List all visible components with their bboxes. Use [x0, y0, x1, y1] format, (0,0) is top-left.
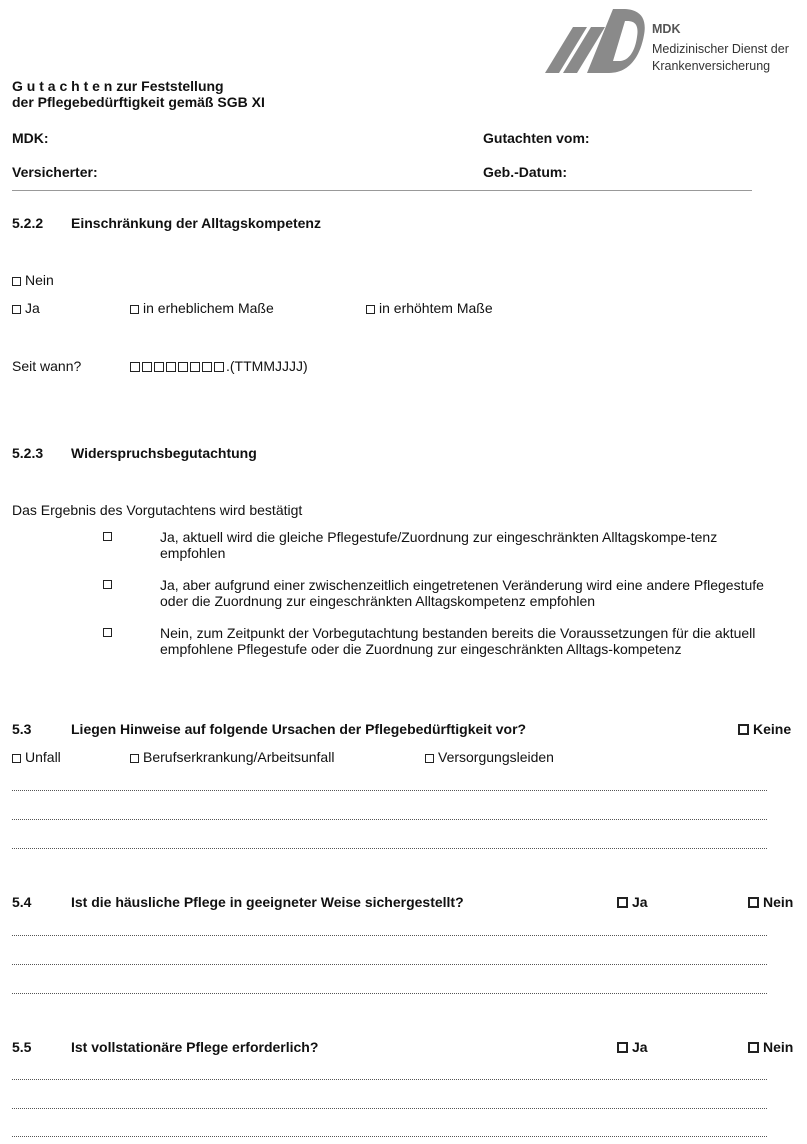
checkbox-erheblich[interactable]: [130, 305, 139, 314]
write-line[interactable]: [12, 964, 767, 965]
option-nein[interactable]: Nein: [12, 272, 54, 288]
checkbox-erhoeht[interactable]: [366, 305, 375, 314]
title-spaced: G u t a c h t e n: [12, 78, 113, 94]
section-55-number: 5.5: [12, 1039, 32, 1055]
mdk-label: MDK:: [12, 130, 49, 146]
logo-line1: Medizinischer Dienst der: [652, 42, 789, 56]
checkbox-55-nein[interactable]: [748, 1042, 759, 1053]
checkbox-ja[interactable]: [12, 305, 21, 314]
write-line[interactable]: [12, 1079, 767, 1080]
header-separator: [12, 190, 752, 191]
option-versorgungsleiden[interactable]: Versorgungsleiden: [425, 749, 554, 765]
checkbox-keine[interactable]: [738, 724, 749, 735]
date-input[interactable]: [130, 358, 308, 374]
option-keine[interactable]: Keine: [738, 721, 791, 737]
option-54-nein[interactable]: Nein: [748, 894, 793, 910]
title-rest: zur Feststellung: [116, 78, 224, 94]
logo-abbr: MDK: [652, 22, 681, 36]
section-523-number: 5.2.3: [12, 445, 44, 461]
section-53-number: 5.3: [12, 721, 32, 737]
checkbox-55-ja[interactable]: [617, 1042, 628, 1053]
write-line[interactable]: [12, 1136, 767, 1137]
date-format-hint: .(TTMMJJJJ): [226, 358, 308, 374]
section-54-title: Ist die häusliche Pflege in geeigneter Weise sichergestellt?: [71, 894, 464, 910]
checkbox-berufserkrankung[interactable]: [130, 754, 139, 763]
checkbox-523-3[interactable]: [103, 628, 112, 637]
section-522-number: 5.2.2: [12, 215, 44, 231]
write-line[interactable]: [12, 935, 767, 936]
checkbox-54-nein[interactable]: [748, 897, 759, 908]
logo-line2: Krankenversicherung: [652, 59, 771, 73]
seit-wann-label: Seit wann?: [12, 358, 82, 374]
option-55-nein[interactable]: Nein: [748, 1039, 793, 1055]
checkbox-523-1[interactable]: [103, 532, 112, 541]
write-line[interactable]: [12, 1108, 767, 1109]
mdk-logo-mark: [543, 5, 647, 75]
checkbox-54-ja[interactable]: [617, 897, 628, 908]
write-line[interactable]: [12, 848, 767, 849]
checkbox-versorgungsleiden[interactable]: [425, 754, 434, 763]
write-line[interactable]: [12, 993, 767, 994]
geb-datum-label: Geb.-Datum:: [483, 164, 567, 180]
option-unfall[interactable]: Unfall: [12, 749, 61, 765]
option-55-ja[interactable]: Ja: [617, 1039, 648, 1055]
section-55-title: Ist vollstationäre Pflege erforderlich?: [71, 1039, 319, 1055]
document-title: [12, 78, 224, 94]
document-subtitle: der Pflegebedürftigkeit gemäß SGB XI: [12, 94, 265, 110]
versicherter-label: Versicherter:: [12, 164, 98, 180]
checkbox-unfall[interactable]: [12, 754, 21, 763]
option-erhoeht[interactable]: in erhöhtem Maße: [366, 300, 493, 316]
write-line[interactable]: [12, 790, 767, 791]
option-ja[interactable]: Ja: [12, 300, 40, 316]
checkbox-nein[interactable]: [12, 277, 21, 286]
section-522-title: Einschränkung der Alltagskompetenz: [71, 215, 321, 231]
section-523-intro: Das Ergebnis des Vorgutachtens wird bestätigt: [12, 502, 303, 518]
write-line[interactable]: [12, 819, 767, 820]
option-erheblich[interactable]: in erheblichem Maße: [130, 300, 274, 316]
checkbox-523-2[interactable]: [103, 580, 112, 589]
section-53-title: Liegen Hinweise auf folgende Ursachen der Pflegebedürftigkeit vor?: [71, 721, 527, 737]
option-berufserkrankung[interactable]: Berufserkrankung/Arbeitsunfall: [130, 749, 334, 765]
section-54-number: 5.4: [12, 894, 32, 910]
gutachten-vom-label: Gutachten vom:: [483, 130, 590, 146]
option-54-ja[interactable]: Ja: [617, 894, 648, 910]
section-523-title: Widerspruchsbegutachtung: [71, 445, 257, 461]
